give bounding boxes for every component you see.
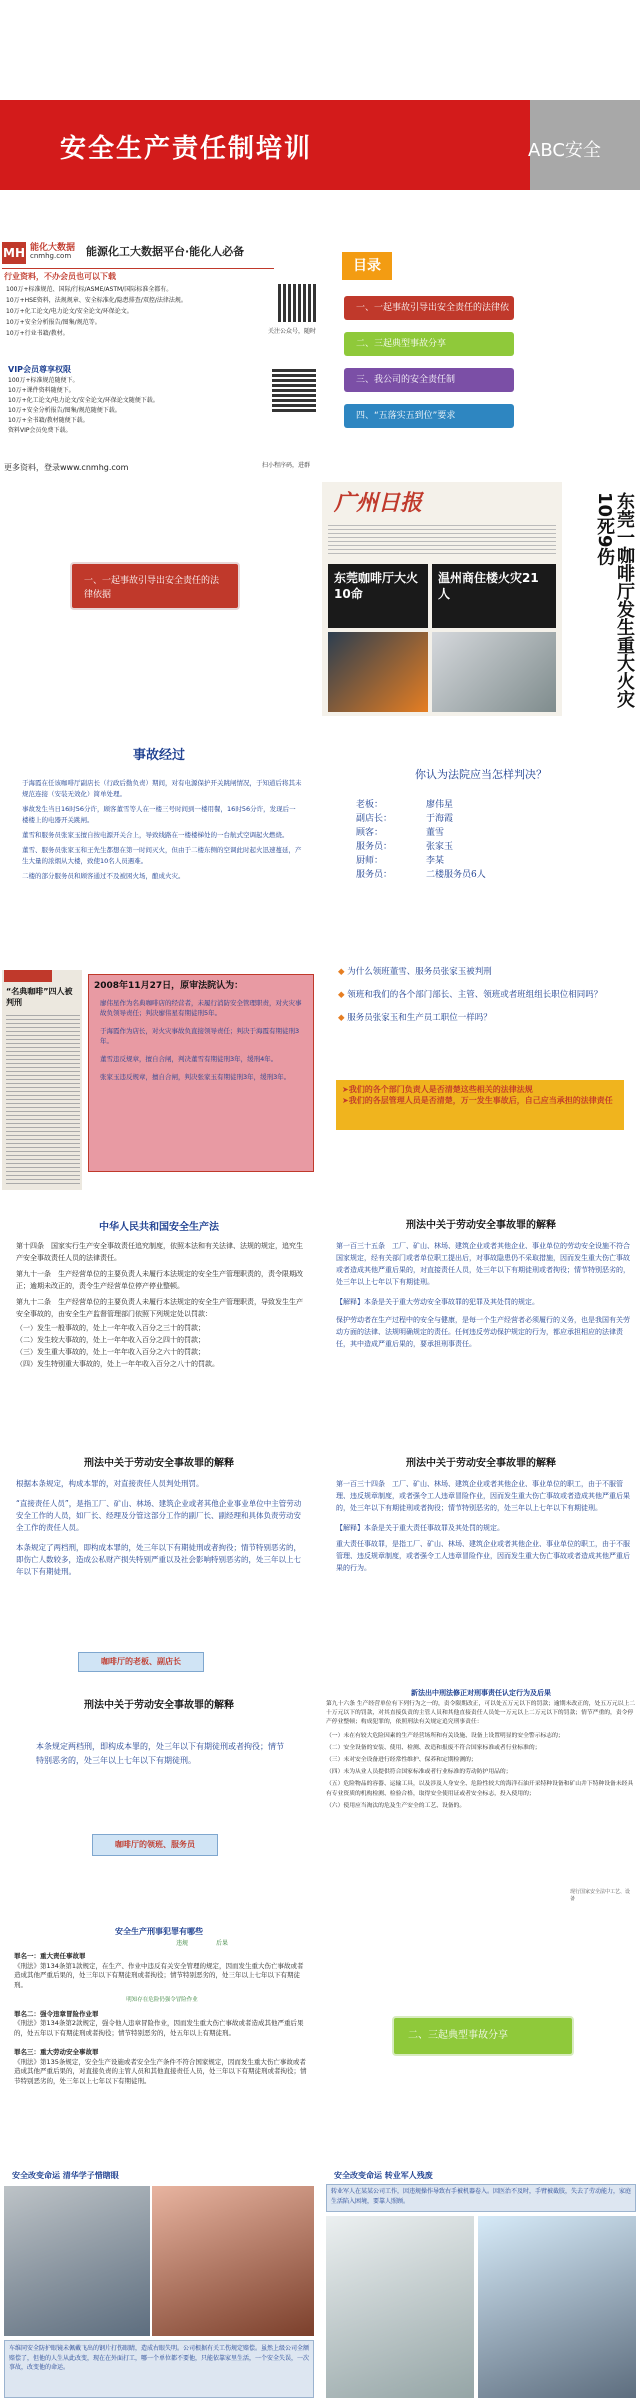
list-item: 副店长： 于海霞	[356, 814, 454, 824]
crimes-body	[14, 1952, 310, 2086]
qr-code-icon	[278, 284, 316, 322]
legend-label: 违规	[176, 1940, 189, 1947]
list-item: 10万+全书籍/教材随便下载。	[8, 417, 89, 424]
hospital-photo	[478, 2216, 636, 2398]
newspaper-text-lines	[328, 524, 556, 554]
criminal-law-slide-3	[322, 1442, 640, 1680]
slide-title: 安全改变命运 转业军人残废	[334, 2171, 433, 2180]
list-item: 100万+标准规范、国际/行标/ASME/ASTM/国际标准全都有。	[6, 286, 173, 293]
list-item: 于海霞在任该咖啡厅副店长（行政后勤负责）期间，对有电源保护开关跳闸情况，于知道后将其未规范连接（安装无效化）简单处理。	[22, 779, 302, 798]
clipping-header-icon	[4, 970, 52, 982]
list-item: 10万+安全分析报告/图集/规范随便下载。	[8, 407, 121, 414]
ad-free-list	[6, 284, 226, 339]
list-item: （一）发生一般事故的，处上一年年收入百分之三十的罚款；	[16, 1324, 205, 1332]
list-item: 老板： 廖伟星	[356, 800, 454, 810]
newspaper-vertical-headline: 东莞一咖啡厅发生重大火灾10死9伤	[594, 492, 635, 708]
list-item: ➤我们的各个部门负责人是否清楚这些相关的法律法规	[342, 1085, 533, 1094]
list-item: 董雪和服务员张家玉擅自按电源开关合上，导致线路在一楼楼梯处的一台航式空调起火燃烧。	[22, 831, 289, 839]
arrow-icon: ➤	[342, 1085, 349, 1094]
criminal-law-slide-2	[0, 1442, 318, 1680]
verdict-slide	[0, 958, 318, 1196]
question-list	[338, 966, 628, 1025]
newspaper-headline-1: 东莞咖啡厅大火10命	[328, 564, 428, 628]
slide-title: 安全生产刑事犯罪有哪些	[115, 1927, 203, 1936]
criminal-law-slide-1	[322, 1200, 640, 1438]
ad-slide	[0, 238, 318, 476]
diamond-icon: ◆	[338, 967, 345, 977]
slide-title: 刑法中关于劳动安全事故罪的解释	[84, 1700, 234, 1711]
crime-note: 明知存在危险仍强令冒险作业	[126, 1997, 198, 2003]
ad-vip-list	[8, 376, 228, 436]
list-item: 董雪、服务员张家玉和王先生都想在第一时间灭火，但由于二楼东侧的空调此时起火迅速蔓延，产生大量的浓烟从大楼，致使10名人员遇难。	[22, 846, 302, 865]
judge-question: 你认为法院应当怎样判决？	[415, 768, 547, 781]
diamond-icon: ◆	[338, 1013, 345, 1023]
law-paragraph: 第一百三十四条 工厂、矿山、林场、建筑企业或者其他企业、事业单位的职工，由于不服管理、违反规章制度，或者强令工人违章冒险作业，因而发生重大伤亡事故或者造成其他严重后果的，处三年以下有期徒刑或者拘役；情节特别恶劣的，处三年以上七年以下有期徒刑。	[336, 1480, 630, 1512]
logo-text: 能化大数据	[30, 243, 76, 253]
arrow-icon: ➤	[342, 1096, 349, 1105]
verdict-lead: 2008年11月27日，原审法院认为：	[94, 981, 244, 991]
questions-slide	[322, 958, 640, 1196]
section-two-slide	[322, 1924, 640, 2162]
list-item: ➤我们的各层管理人员是否清楚，万一发生事故后，自己应当承担的法律责任	[342, 1096, 613, 1105]
law-paragraph: 根据本条规定，构成本罪的，对直接责任人员判处刑罚。	[16, 1479, 204, 1488]
image-caption: 现行国家安全法中工艺、设备	[570, 1889, 631, 1902]
list-item: 10万+课件资料随便下。	[8, 387, 75, 394]
case-2-slide	[322, 2164, 640, 2402]
law-paragraph: 本条规定两档刑，即构成本罪的，处三年以下有期徒刑或者拘役；情节特别恶劣的，处三年以上七年以下有期徒刑。	[36, 1742, 284, 1765]
case-1-slide	[0, 2164, 318, 2402]
diamond-icon: ◆	[338, 990, 345, 1000]
slide-title: 刑法中关于劳动安全事故罪的解释	[406, 1458, 556, 1469]
case-caption: 车维同安全防护眼镜未佩戴飞出的钢片打伤眼睛，造成右眼失明。公司根据有关工伤规定赔偿。虽然上级公司全额赔偿了，但他的人生从此改变，现在在外面打工，哪一个单位都不要他，只能依靠家里生活，一个安全失误，一次事故，改变他的命运。	[4, 2340, 314, 2398]
fire-photo	[432, 632, 556, 712]
list-item: （四）发生特别重大事故的，处上一年年收入百分之八十的罚款。	[16, 1360, 219, 1368]
crime-text: 《刑法》第134条第2款规定，强令他人违章冒险作业，因而发生重大伤亡事故或者造成其他严重后果的，处五年以下有期徒刑或者拘役；情节特别恶劣的，处五年以上有期徒刑。	[14, 2019, 304, 2037]
newspaper-headline-2: 温州商住楼火灾21人	[432, 564, 556, 628]
list-item: （一）未在有较大危险因素的生产经营场所和有关设施、设备上设置明显的安全警示标志的；	[326, 1732, 564, 1739]
list-item: 事故发生当日16时56分许，顾客董雪等人在一楼三号时间到一楼用餐，16时56分许，发现后一楼楼上的电器开关跳闸。	[22, 805, 296, 824]
list-item: 厨师： 李某	[356, 856, 445, 866]
ad-headline: 能源化工大数据平台·能化人必备	[86, 245, 245, 258]
section-two-box: 二、三起典型事故分享	[392, 2016, 574, 2056]
list-item: ◆ 服务员张家玉和生产员工职位一样吗？	[338, 1013, 492, 1023]
list-item: 于海霞作为店长，对火灾事故负直接领导责任；判决于海霞有期徒刑3年。	[100, 1027, 300, 1045]
law-paragraph: 【解释】本条是关于重大劳动安全事故罪的犯罪及其处罚的规定。	[336, 1298, 539, 1306]
logo-icon: MH	[2, 242, 26, 264]
crim-body	[336, 1240, 632, 1350]
case-caption: 转业军人在某某公司工作，因违规操作导致右手被机器卷入。因医治不及时，手臂被截肢，失去了劳动能力，家庭生活陷入困境，要靠人照顾。	[326, 2184, 636, 2212]
toc-item-3[interactable]: 三、我公司的安全责任制	[344, 368, 514, 392]
law-paragraph: 本条规定了两档刑，即构成本罪的，处三年以下有期徒刑或者拘役；情节特别恶劣的，即伤亡人数较多，造成公私财产损失特别严重以及社会影响特别恶劣的，处三年以上七年以下有期徒刑。	[16, 1543, 301, 1576]
toc-item-2[interactable]: 二、三起典型事故分享	[344, 332, 514, 356]
list-item: 10万+化工论文/电力论文/安全论文/环保论文。	[6, 308, 133, 315]
law-paragraph: 第十四条 国家实行生产安全事故责任追究制度，依照本法和有关法律、法规的规定，追究生产安全事故责任人员的法律责任。	[16, 1242, 303, 1262]
clipping-text-lines	[6, 1014, 80, 1184]
crime-title: 罪名一：重大责任事故罪	[14, 1952, 86, 1960]
damaged-glasses-photo	[4, 2186, 150, 2336]
slide-title: 刑法中关于劳动安全事故罪的解释	[84, 1458, 234, 1469]
divider	[2, 268, 274, 269]
list-item: 10万+HSE资料，法规规章、安全标准化/隐患排查/双控/法律法规。	[6, 297, 187, 304]
slide-title: 安全改变命运 清华学子惜瞎眼	[12, 2171, 119, 2180]
answer-box	[336, 1080, 624, 1130]
list-item: 10万+化工论文/电力论文/安全论文/环保论文随便下载。	[8, 397, 159, 404]
crime-text: 《刑法》第135条规定，安全生产设施或者安全生产条件不符合国家规定，因而发生重大伤亡事故或者造成其他严重后果的，对直接负责的主管人员和其他直接责任人员，处三年以下有期徒刑或者拘役；情节特别恶劣的，处三年以上七年以下有期徒刑。	[14, 2057, 307, 2085]
legend-label: 后果	[216, 1940, 229, 1947]
list-item: （二）发生较大事故的，处上一年年收入百分之四十的罚款；	[16, 1336, 205, 1344]
list-item: 10万+行业书籍/教材。	[6, 330, 69, 337]
law-paragraph: 第九十一条 生产经营单位的主要负责人未履行本法规定的安全生产管理职责的，责令限期改正；逾期未改正的，责令生产经营单位停产停业整顿。	[16, 1270, 303, 1290]
toc-item-1[interactable]: 一、一起事故引导出安全责任的法律依	[344, 296, 514, 320]
law-body	[16, 1240, 308, 1370]
ad-section-vip: VIP会员尊享权限	[8, 365, 72, 374]
ad-section-free: 行业资料，不办会员也可以下载	[4, 272, 116, 281]
list-item: 董雪违反规章，擅自合闸，判决董雪有期徒刑3年，缓刑4年。	[100, 1055, 278, 1063]
brand-name: ABC安全	[528, 140, 601, 161]
list-item: （二）安全设备的安装、使用、检测、改造和报废不符合国家标准或者行业标准的；	[326, 1744, 541, 1751]
crim-body	[16, 1478, 308, 1578]
criminal-law-slide-4	[0, 1684, 318, 1922]
judge-list	[356, 798, 486, 882]
list-item: （三）发生重大事故的，处上一年年收入百分之六十的罚款；	[16, 1348, 205, 1356]
new-law-slide	[322, 1684, 640, 1922]
injured-worker-photo	[326, 2216, 474, 2398]
clipping-headline: “名典咖啡”四人被判刑	[6, 987, 73, 1007]
section-one-slide	[0, 478, 318, 716]
fire-photo	[328, 632, 428, 712]
crimes-slide	[0, 1924, 318, 2162]
accident-title: 事故经过	[132, 748, 185, 763]
list-item: 100万+标准规范随便下。	[8, 377, 79, 384]
law-paragraph: 【解释】本条是关于重大责任事故罪及其处罚的规定。	[336, 1524, 504, 1532]
slide-title: 新法出中刑法修正对刑事责任认定行为及后果	[411, 1689, 551, 1697]
toc-slide	[322, 238, 640, 476]
list-item: ◆ 为什么领班董雪、服务员张家玉被判刑	[338, 967, 492, 977]
slide-title: 刑法中关于劳动安全事故罪的解释	[406, 1220, 556, 1231]
list-item: ◆ 领班和我们的各个部门部长、主管、领班或者班组组长职位相同吗？	[338, 990, 603, 1000]
highlight-tag: 咖啡厅的领班、服务员	[92, 1834, 218, 1856]
law-paragraph: 重大责任事故罪，是指工厂、矿山、林场、建筑企业或者其他企业、事业单位的职工，由于不服管理、违反规章制度，或者强令工人违章冒险作业，因而发生重大伤亡事故或者造成其他严重后果的行为。	[336, 1540, 630, 1572]
qr-caption: 关注公众号，随时	[268, 328, 317, 335]
list-item: （四）未为从业人员提供符合国家标准或者行业标准的劳动防护用品的；	[326, 1769, 512, 1776]
list-item: 二楼的部分服务员和顾客通过不及被困火场，酿成火灾。	[22, 872, 185, 880]
list-item: 服务员： 张家玉	[356, 842, 454, 852]
crime-title: 罪名三：重大劳动安全事故罪	[14, 2048, 99, 2056]
qr-code-icon	[272, 368, 316, 412]
list-item: （三）未对安全设备进行经常性维护、保养和定期检测的；	[326, 1757, 477, 1764]
list-item: （六）使用应当淘汰的危及生产安全的工艺、设备的。	[326, 1802, 466, 1809]
law-paragraph: 保护劳动者在生产过程中的安全与健康，是每一个生产经营者必须履行的义务，也是我国有关劳动方面的法律、法规明确规定的责任。任何违反劳动保护规定的行为，都应承担相应的法律责任，其中造成严重后果的，要承担刑事责任。	[336, 1316, 630, 1348]
list-item: （五）危险物品的容器、运输工具，以及涉及人身安全、危险性较大的海洋石油开采特种设备和矿山井下特种设备未经具有专业资质的机构检测、检验合格，取得安全使用证或者安全标志，投入使用的；	[326, 1781, 634, 1797]
verdict-items	[100, 998, 304, 1082]
toc-item-4[interactable]: 四、“五落实五到位”要求	[344, 404, 514, 428]
law-paragraph: “直接责任人员”，是指工厂、矿山、林场、建筑企业或者其他企业事业单位中主管劳动安全工作的人员，如厂长、经理及分管这部分工作的副厂长、副经理和具体负责劳动安全工作的责任人员。	[16, 1499, 302, 1532]
law-paragraph: 第九十六条 生产经营单位有下列行为之一的，责令限期改正，可以处五万元以下的罚款；逾期未改正的，处五万元以上二十万元以下的罚款，对其直接负责的主管人员和其他直接责任人员处一万元以上二万元以下的罚款；情节严重的，责令停产停业整顿；构成犯罪的，依照刑法有关规定追究刑事责任：	[326, 1701, 636, 1726]
logo-url: cnmhg.com	[30, 252, 72, 260]
accident-slide	[0, 716, 318, 954]
ad-footer-link[interactable]: 更多资料，登录www.cnmhg.com	[4, 463, 129, 472]
law-paragraph: 第九十二条 生产经营单位的主要负责人未履行本法规定的安全生产管理职责，导致发生生产安全事故的，由安全生产监督管理部门依照下列规定处以罚款：	[16, 1298, 303, 1318]
crim-body	[336, 1478, 632, 1574]
crime-title: 罪名二：强令违章冒险作业罪	[14, 2009, 99, 2018]
crime-text: 《刑法》第134条第1款规定，在生产、作业中违反有关安全管理的规定，因而发生重大伤亡事故或者造成其他严重后果的，处三年以下有期徒刑或者拘役；情节特别恶劣的，处三年以上七年以下有期徒刑。	[14, 1961, 304, 1989]
list-item: 10万+安全分析报告/图集/规范等。	[6, 319, 101, 326]
list-item: 张家玉违反规章，擅自合闸，判决张家玉有期徒刑3年，缓刑3年。	[100, 1073, 291, 1081]
highlight-tag: 咖啡厅的老板、副店长	[78, 1652, 204, 1672]
accident-text	[22, 778, 302, 882]
safety-law-slide	[0, 1200, 318, 1438]
judge-slide	[322, 716, 640, 954]
toc-title: 目录	[342, 252, 392, 280]
qr-caption: 扫小程序码，进群	[262, 462, 311, 469]
list-item: 顾客： 董雪	[356, 828, 445, 838]
course-title: 安全生产责任制培训	[60, 134, 313, 164]
newspaper-masthead: 广州日报	[334, 490, 423, 516]
list-item: 资料VIP会员免费下载。	[8, 427, 72, 434]
newspaper-slide	[322, 478, 640, 716]
injured-face-photo	[152, 2186, 314, 2336]
list-item: 服务员： 二楼服务员6人	[356, 870, 486, 880]
law-title: 中华人民共和国安全生产法	[99, 1222, 219, 1233]
law-paragraph: 第一百三十五条 工厂、矿山、林场、建筑企业或者其他企业、事业单位的劳动安全设施不符合国家规定，经有关部门或者单位职工提出后，对事故隐患仍不采取措施，因而发生重大伤亡事故或者造成其他严重后果的，对直接责任人员，处三年以下有期徒刑或者拘役；情节特别恶劣的，处三年以上七年以下有期徒刑。	[336, 1242, 630, 1286]
law-body	[326, 1700, 636, 1811]
section-one-box: 一、一起事故引导出安全责任的法律依据	[70, 562, 240, 610]
list-item: 廖伟星作为名典咖啡店的经营者，未履行消防安全管理职责，对火灾事故负领导责任；判决廖伟星有期徒刑5年。	[100, 999, 302, 1017]
